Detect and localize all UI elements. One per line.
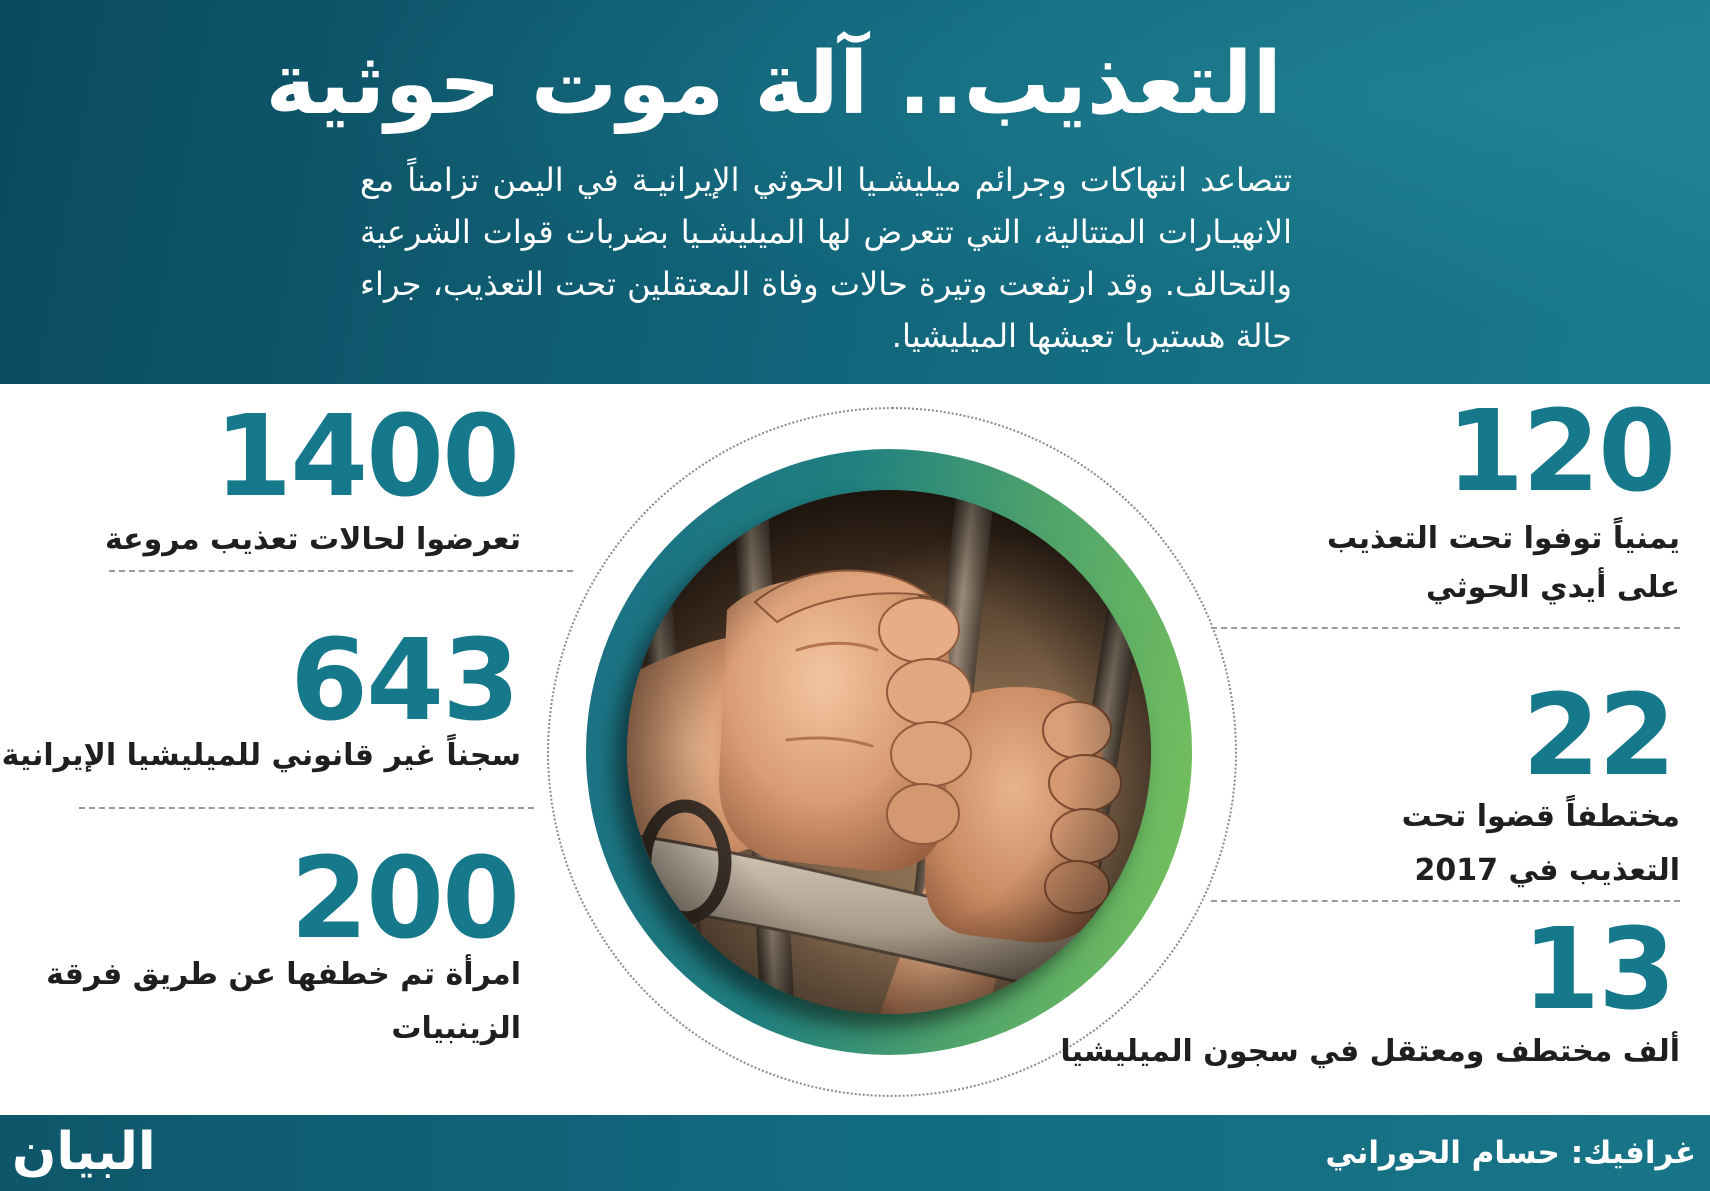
- divider-dashed: [1211, 627, 1680, 629]
- intro-paragraph: [360, 154, 1292, 362]
- stat-value-detainees-thousands: 13: [1522, 905, 1674, 1035]
- stat-caption-line: الزينبيات: [391, 1011, 521, 1046]
- graphic-credit: غرافيك: حسام الحوراني: [1325, 1135, 1696, 1171]
- intro-line: الانهيـارات المتتالية، التي تتعرض لها الميليشـيا بضربات قوات الشرعية: [360, 213, 1292, 251]
- stat-caption-illegal-prisons: [1, 733, 521, 779]
- photo-vignette: [627, 490, 1151, 1014]
- stat-caption-line: يمنياً توفوا تحت التعذيب: [1327, 521, 1680, 556]
- stat-caption-abductees-died-2017: [1120, 790, 1680, 898]
- hands-on-bars-photo: [627, 490, 1151, 1014]
- intro-line: حالة هستيريا تعيشها الميليشيا.: [891, 317, 1292, 355]
- page-title: التعذيب.. آلة موت حوثية: [265, 34, 1282, 134]
- stat-caption-line: امرأة تم خطفها عن طريق فرقة: [46, 957, 521, 992]
- divider-dashed: [1211, 900, 1680, 902]
- stat-caption-line: سجناً غير قانوني للميليشيا الإيرانية: [1, 738, 521, 773]
- stat-value-abducted-women: 200: [290, 834, 518, 964]
- intro-line: والتحالف. وقد ارتفعت وتيرة حالات وفاة المعتقلين تحت التعذيب، جراء: [360, 265, 1292, 303]
- stat-value-illegal-prisons: 643: [290, 616, 518, 746]
- stat-value-torture-cases: 1400: [214, 392, 518, 522]
- header-band: [0, 0, 1710, 384]
- stat-caption-line: التعذيب في 2017: [1414, 853, 1680, 888]
- stat-value-deaths-under-torture: 120: [1446, 387, 1674, 517]
- stat-caption-abducted-women: [31, 948, 521, 1056]
- stat-caption-deaths-under-torture: [1120, 514, 1680, 612]
- stat-caption-torture-cases: [31, 517, 521, 563]
- stat-value-abductees-died-2017: 22: [1522, 671, 1674, 801]
- divider-dashed: [109, 570, 573, 572]
- stat-caption-detainees-thousands: [1060, 1029, 1680, 1075]
- stat-caption-line: على أيدي الحوثي: [1426, 570, 1680, 605]
- footer-band: [0, 1115, 1710, 1191]
- intro-line: تتصاعد انتهاكات وجرائم ميليشـيا الحوثي الإيرانيـة في اليمن تزامناً مع: [360, 161, 1292, 199]
- stat-caption-line: تعرضوا لحالات تعذيب مروعة: [104, 522, 521, 557]
- divider-dashed: [79, 807, 534, 809]
- hands-on-bars-illustration: [627, 490, 1151, 1014]
- stat-caption-line: ألف مختطف ومعتقل في سجون الميليشيا: [1060, 1034, 1680, 1069]
- albayan-logo: البيان: [12, 1122, 156, 1182]
- stat-caption-line: مختطفاً قضوا تحت: [1401, 799, 1680, 834]
